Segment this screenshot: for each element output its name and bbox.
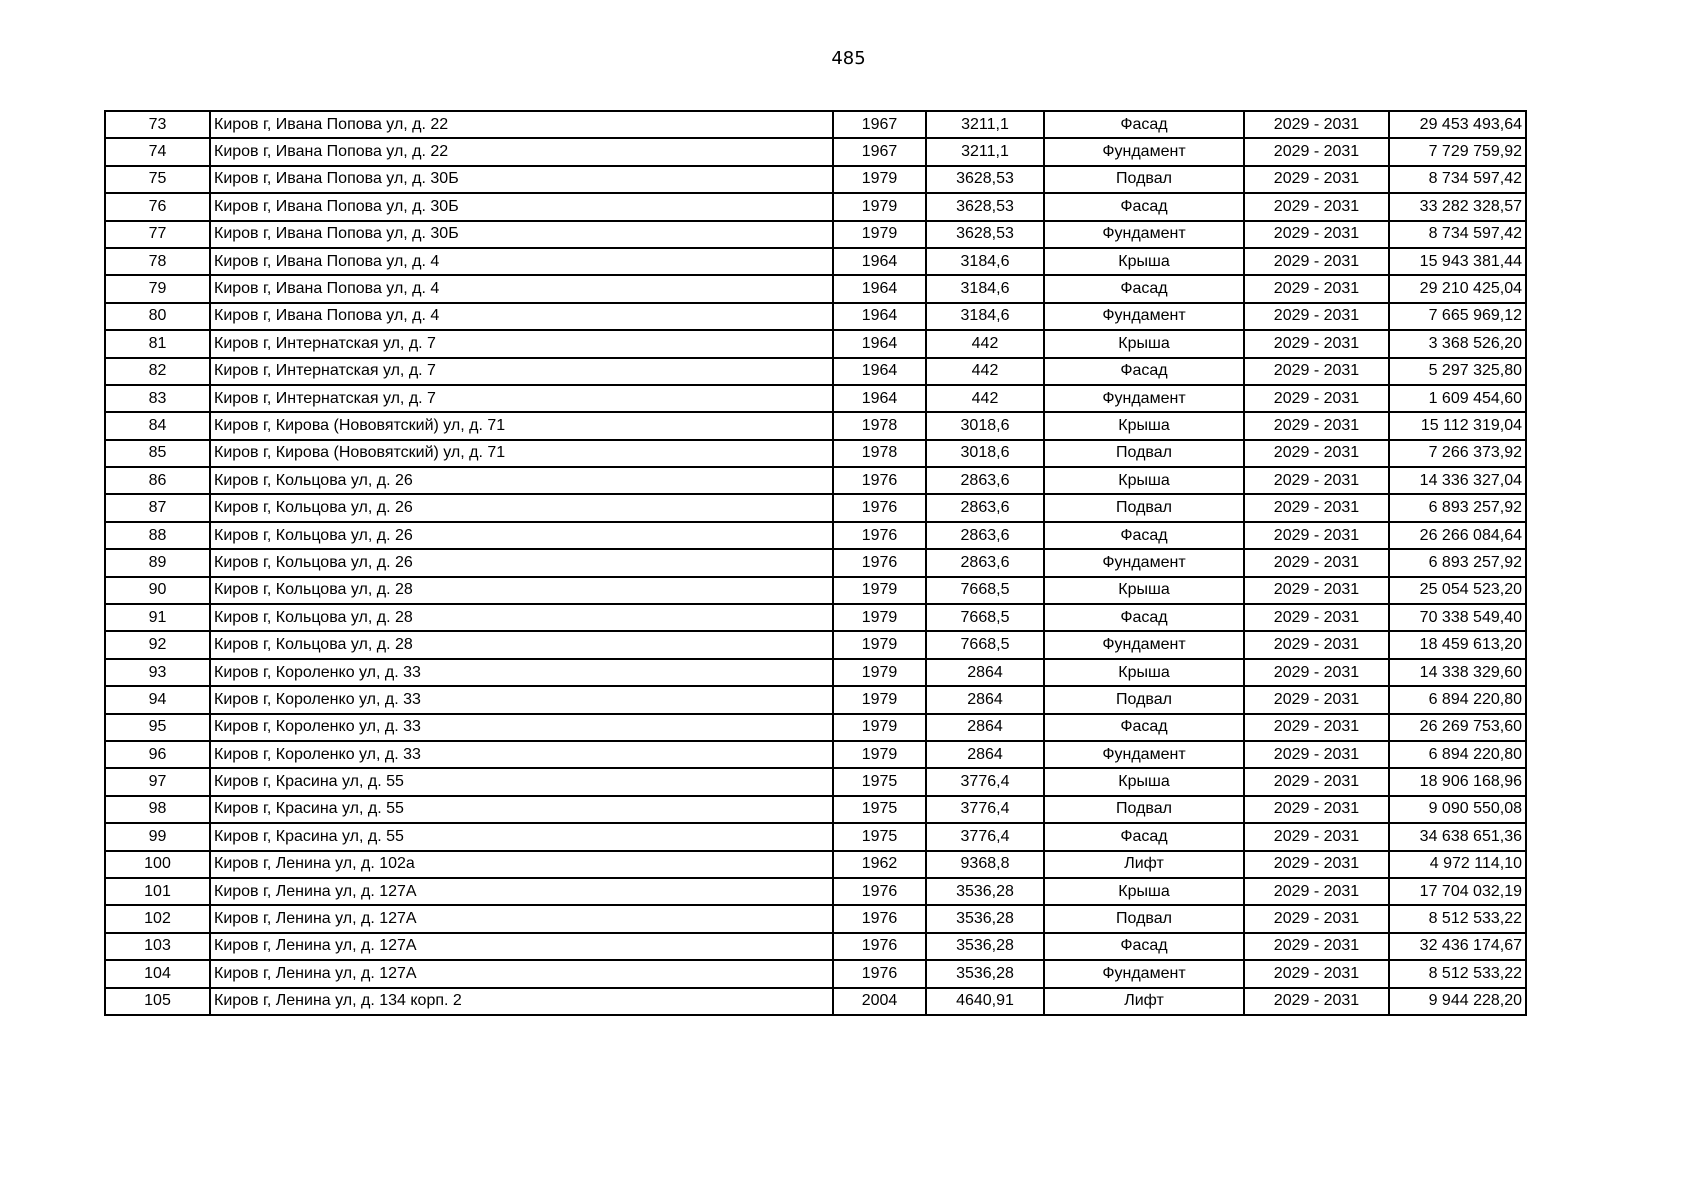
period-cell: 2029 - 2031 bbox=[1244, 412, 1389, 439]
row-number-cell: 96 bbox=[105, 741, 210, 768]
work-type-cell: Крыша bbox=[1044, 768, 1244, 795]
build-year-cell: 1976 bbox=[833, 494, 926, 521]
period-cell: 2029 - 2031 bbox=[1244, 796, 1389, 823]
cost-cell: 6 893 257,92 bbox=[1389, 494, 1526, 521]
row-number-cell: 81 bbox=[105, 330, 210, 357]
address-cell: Киров г, Ивана Попова ул, д. 22 bbox=[210, 138, 833, 165]
period-cell: 2029 - 2031 bbox=[1244, 933, 1389, 960]
cost-cell: 7 729 759,92 bbox=[1389, 138, 1526, 165]
area-cell: 3536,28 bbox=[926, 878, 1044, 905]
area-cell: 3536,28 bbox=[926, 933, 1044, 960]
period-cell: 2029 - 2031 bbox=[1244, 686, 1389, 713]
table-row bbox=[105, 905, 1526, 932]
period-cell: 2029 - 2031 bbox=[1244, 358, 1389, 385]
address-cell: Киров г, Ивана Попова ул, д. 30Б bbox=[210, 166, 833, 193]
address-cell: Киров г, Ивана Попова ул, д. 4 bbox=[210, 248, 833, 275]
area-cell: 3018,6 bbox=[926, 440, 1044, 467]
work-type-cell: Подвал bbox=[1044, 440, 1244, 467]
table-row bbox=[105, 796, 1526, 823]
address-cell: Киров г, Ивана Попова ул, д. 22 bbox=[210, 111, 833, 138]
cost-cell: 18 459 613,20 bbox=[1389, 631, 1526, 658]
area-cell: 3184,6 bbox=[926, 303, 1044, 330]
table-row bbox=[105, 549, 1526, 576]
cost-cell: 6 894 220,80 bbox=[1389, 741, 1526, 768]
period-cell: 2029 - 2031 bbox=[1244, 988, 1389, 1015]
table-row bbox=[105, 303, 1526, 330]
build-year-cell: 1976 bbox=[833, 933, 926, 960]
area-cell: 2864 bbox=[926, 659, 1044, 686]
table-row bbox=[105, 960, 1526, 987]
build-year-cell: 1976 bbox=[833, 905, 926, 932]
period-cell: 2029 - 2031 bbox=[1244, 440, 1389, 467]
work-type-cell: Крыша bbox=[1044, 659, 1244, 686]
period-cell: 2029 - 2031 bbox=[1244, 768, 1389, 795]
cost-cell: 26 266 084,64 bbox=[1389, 522, 1526, 549]
work-type-cell: Фундамент bbox=[1044, 303, 1244, 330]
period-cell: 2029 - 2031 bbox=[1244, 878, 1389, 905]
work-type-cell: Фундамент bbox=[1044, 138, 1244, 165]
table-row bbox=[105, 248, 1526, 275]
cost-cell: 34 638 651,36 bbox=[1389, 823, 1526, 850]
table-row bbox=[105, 768, 1526, 795]
address-cell: Киров г, Ивана Попова ул, д. 30Б bbox=[210, 221, 833, 248]
work-type-cell: Лифт bbox=[1044, 851, 1244, 878]
period-cell: 2029 - 2031 bbox=[1244, 741, 1389, 768]
area-cell: 442 bbox=[926, 358, 1044, 385]
period-cell: 2029 - 2031 bbox=[1244, 221, 1389, 248]
build-year-cell: 1976 bbox=[833, 878, 926, 905]
period-cell: 2029 - 2031 bbox=[1244, 714, 1389, 741]
work-type-cell: Фасад bbox=[1044, 358, 1244, 385]
build-year-cell: 1964 bbox=[833, 385, 926, 412]
table-row bbox=[105, 111, 1526, 138]
period-cell: 2029 - 2031 bbox=[1244, 905, 1389, 932]
work-type-cell: Фасад bbox=[1044, 714, 1244, 741]
cost-cell: 6 893 257,92 bbox=[1389, 549, 1526, 576]
row-number-cell: 102 bbox=[105, 905, 210, 932]
address-cell: Киров г, Ивана Попова ул, д. 30Б bbox=[210, 193, 833, 220]
area-cell: 3536,28 bbox=[926, 960, 1044, 987]
row-number-cell: 103 bbox=[105, 933, 210, 960]
row-number-cell: 77 bbox=[105, 221, 210, 248]
address-cell: Киров г, Ленина ул, д. 134 корп. 2 bbox=[210, 988, 833, 1015]
row-number-cell: 86 bbox=[105, 467, 210, 494]
build-year-cell: 1979 bbox=[833, 659, 926, 686]
table-row bbox=[105, 385, 1526, 412]
build-year-cell: 2004 bbox=[833, 988, 926, 1015]
build-year-cell: 1978 bbox=[833, 440, 926, 467]
build-year-cell: 1975 bbox=[833, 768, 926, 795]
row-number-cell: 85 bbox=[105, 440, 210, 467]
row-number-cell: 79 bbox=[105, 275, 210, 302]
period-cell: 2029 - 2031 bbox=[1244, 193, 1389, 220]
table-row bbox=[105, 851, 1526, 878]
cost-cell: 18 906 168,96 bbox=[1389, 768, 1526, 795]
table-row bbox=[105, 878, 1526, 905]
cost-cell: 8 734 597,42 bbox=[1389, 221, 1526, 248]
area-cell: 4640,91 bbox=[926, 988, 1044, 1015]
work-type-cell: Фасад bbox=[1044, 933, 1244, 960]
work-type-cell: Крыша bbox=[1044, 577, 1244, 604]
build-year-cell: 1964 bbox=[833, 248, 926, 275]
build-year-cell: 1962 bbox=[833, 851, 926, 878]
row-number-cell: 89 bbox=[105, 549, 210, 576]
cost-cell: 70 338 549,40 bbox=[1389, 604, 1526, 631]
period-cell: 2029 - 2031 bbox=[1244, 303, 1389, 330]
work-type-cell: Фундамент bbox=[1044, 960, 1244, 987]
cost-cell: 3 368 526,20 bbox=[1389, 330, 1526, 357]
page-number: 485 bbox=[831, 48, 866, 69]
address-cell: Киров г, Короленко ул, д. 33 bbox=[210, 714, 833, 741]
area-cell: 3211,1 bbox=[926, 111, 1044, 138]
build-year-cell: 1978 bbox=[833, 412, 926, 439]
address-cell: Киров г, Кирова (Нововятский) ул, д. 71 bbox=[210, 412, 833, 439]
table-row bbox=[105, 714, 1526, 741]
period-cell: 2029 - 2031 bbox=[1244, 166, 1389, 193]
build-year-cell: 1976 bbox=[833, 467, 926, 494]
row-number-cell: 101 bbox=[105, 878, 210, 905]
area-cell: 3184,6 bbox=[926, 275, 1044, 302]
cost-cell: 8 734 597,42 bbox=[1389, 166, 1526, 193]
period-cell: 2029 - 2031 bbox=[1244, 494, 1389, 521]
cost-cell: 32 436 174,67 bbox=[1389, 933, 1526, 960]
work-type-cell: Крыша bbox=[1044, 412, 1244, 439]
cost-cell: 9 090 550,08 bbox=[1389, 796, 1526, 823]
work-type-cell: Крыша bbox=[1044, 878, 1244, 905]
work-type-cell: Подвал bbox=[1044, 166, 1244, 193]
cost-cell: 4 972 114,10 bbox=[1389, 851, 1526, 878]
area-cell: 7668,5 bbox=[926, 604, 1044, 631]
period-cell: 2029 - 2031 bbox=[1244, 138, 1389, 165]
row-number-cell: 94 bbox=[105, 686, 210, 713]
row-number-cell: 87 bbox=[105, 494, 210, 521]
build-year-cell: 1976 bbox=[833, 522, 926, 549]
cost-cell: 8 512 533,22 bbox=[1389, 905, 1526, 932]
cost-cell: 15 943 381,44 bbox=[1389, 248, 1526, 275]
area-cell: 2863,6 bbox=[926, 522, 1044, 549]
address-cell: Киров г, Ивана Попова ул, д. 4 bbox=[210, 303, 833, 330]
build-year-cell: 1967 bbox=[833, 111, 926, 138]
address-cell: Киров г, Ленина ул, д. 102а bbox=[210, 851, 833, 878]
row-number-cell: 93 bbox=[105, 659, 210, 686]
address-cell: Киров г, Кольцова ул, д. 26 bbox=[210, 494, 833, 521]
period-cell: 2029 - 2031 bbox=[1244, 111, 1389, 138]
period-cell: 2029 - 2031 bbox=[1244, 659, 1389, 686]
area-cell: 442 bbox=[926, 330, 1044, 357]
period-cell: 2029 - 2031 bbox=[1244, 467, 1389, 494]
area-cell: 3184,6 bbox=[926, 248, 1044, 275]
table-row bbox=[105, 412, 1526, 439]
work-type-cell: Фундамент bbox=[1044, 221, 1244, 248]
area-cell: 2863,6 bbox=[926, 494, 1044, 521]
table-row bbox=[105, 193, 1526, 220]
address-cell: Киров г, Ленина ул, д. 127А bbox=[210, 960, 833, 987]
cost-cell: 8 512 533,22 bbox=[1389, 960, 1526, 987]
table-row bbox=[105, 440, 1526, 467]
area-cell: 7668,5 bbox=[926, 577, 1044, 604]
area-cell: 3776,4 bbox=[926, 796, 1044, 823]
work-type-cell: Крыша bbox=[1044, 330, 1244, 357]
table-row bbox=[105, 467, 1526, 494]
build-year-cell: 1976 bbox=[833, 960, 926, 987]
work-type-cell: Подвал bbox=[1044, 494, 1244, 521]
cost-cell: 25 054 523,20 bbox=[1389, 577, 1526, 604]
address-cell: Киров г, Интернатская ул, д. 7 bbox=[210, 385, 833, 412]
table-row bbox=[105, 577, 1526, 604]
work-type-cell: Фундамент bbox=[1044, 549, 1244, 576]
cost-cell: 14 338 329,60 bbox=[1389, 659, 1526, 686]
table-row bbox=[105, 138, 1526, 165]
build-year-cell: 1964 bbox=[833, 358, 926, 385]
period-cell: 2029 - 2031 bbox=[1244, 604, 1389, 631]
table-row bbox=[105, 330, 1526, 357]
cost-cell: 26 269 753,60 bbox=[1389, 714, 1526, 741]
row-number-cell: 100 bbox=[105, 851, 210, 878]
area-cell: 442 bbox=[926, 385, 1044, 412]
build-year-cell: 1964 bbox=[833, 330, 926, 357]
address-cell: Киров г, Ленина ул, д. 127А bbox=[210, 933, 833, 960]
build-year-cell: 1979 bbox=[833, 166, 926, 193]
work-type-cell: Фасад bbox=[1044, 823, 1244, 850]
address-cell: Киров г, Короленко ул, д. 33 bbox=[210, 741, 833, 768]
address-cell: Киров г, Короленко ул, д. 33 bbox=[210, 659, 833, 686]
period-cell: 2029 - 2031 bbox=[1244, 960, 1389, 987]
row-number-cell: 76 bbox=[105, 193, 210, 220]
period-cell: 2029 - 2031 bbox=[1244, 275, 1389, 302]
work-type-cell: Фундамент bbox=[1044, 631, 1244, 658]
period-cell: 2029 - 2031 bbox=[1244, 522, 1389, 549]
work-type-cell: Фасад bbox=[1044, 522, 1244, 549]
area-cell: 3018,6 bbox=[926, 412, 1044, 439]
area-cell: 3776,4 bbox=[926, 823, 1044, 850]
work-type-cell: Подвал bbox=[1044, 905, 1244, 932]
table-row bbox=[105, 988, 1526, 1015]
address-cell: Киров г, Красина ул, д. 55 bbox=[210, 796, 833, 823]
cost-cell: 14 336 327,04 bbox=[1389, 467, 1526, 494]
build-year-cell: 1979 bbox=[833, 686, 926, 713]
build-year-cell: 1979 bbox=[833, 604, 926, 631]
build-year-cell: 1964 bbox=[833, 303, 926, 330]
table-row bbox=[105, 631, 1526, 658]
period-cell: 2029 - 2031 bbox=[1244, 577, 1389, 604]
table-row bbox=[105, 358, 1526, 385]
work-type-cell: Подвал bbox=[1044, 686, 1244, 713]
address-cell: Киров г, Кольцова ул, д. 26 bbox=[210, 549, 833, 576]
address-cell: Киров г, Короленко ул, д. 33 bbox=[210, 686, 833, 713]
period-cell: 2029 - 2031 bbox=[1244, 631, 1389, 658]
row-number-cell: 99 bbox=[105, 823, 210, 850]
row-number-cell: 74 bbox=[105, 138, 210, 165]
row-number-cell: 84 bbox=[105, 412, 210, 439]
row-number-cell: 73 bbox=[105, 111, 210, 138]
cost-cell: 29 453 493,64 bbox=[1389, 111, 1526, 138]
area-cell: 2863,6 bbox=[926, 467, 1044, 494]
address-cell: Киров г, Ленина ул, д. 127А bbox=[210, 878, 833, 905]
row-number-cell: 95 bbox=[105, 714, 210, 741]
address-cell: Киров г, Ленина ул, д. 127А bbox=[210, 905, 833, 932]
address-cell: Киров г, Интернатская ул, д. 7 bbox=[210, 330, 833, 357]
table-row bbox=[105, 166, 1526, 193]
row-number-cell: 92 bbox=[105, 631, 210, 658]
work-type-cell: Фасад bbox=[1044, 193, 1244, 220]
area-cell: 3776,4 bbox=[926, 768, 1044, 795]
table-row bbox=[105, 275, 1526, 302]
row-number-cell: 78 bbox=[105, 248, 210, 275]
cost-cell: 6 894 220,80 bbox=[1389, 686, 1526, 713]
period-cell: 2029 - 2031 bbox=[1244, 330, 1389, 357]
cost-cell: 17 704 032,19 bbox=[1389, 878, 1526, 905]
address-cell: Киров г, Интернатская ул, д. 7 bbox=[210, 358, 833, 385]
address-cell: Киров г, Красина ул, д. 55 bbox=[210, 823, 833, 850]
cost-cell: 29 210 425,04 bbox=[1389, 275, 1526, 302]
build-year-cell: 1975 bbox=[833, 796, 926, 823]
cost-cell: 7 665 969,12 bbox=[1389, 303, 1526, 330]
area-cell: 2864 bbox=[926, 741, 1044, 768]
build-year-cell: 1979 bbox=[833, 714, 926, 741]
area-cell: 3628,53 bbox=[926, 193, 1044, 220]
work-type-cell: Фасад bbox=[1044, 604, 1244, 631]
repair-registry-table bbox=[104, 110, 1527, 1016]
build-year-cell: 1979 bbox=[833, 221, 926, 248]
address-cell: Киров г, Кольцова ул, д. 26 bbox=[210, 467, 833, 494]
period-cell: 2029 - 2031 bbox=[1244, 248, 1389, 275]
cost-cell: 1 609 454,60 bbox=[1389, 385, 1526, 412]
cost-cell: 9 944 228,20 bbox=[1389, 988, 1526, 1015]
row-number-cell: 80 bbox=[105, 303, 210, 330]
table-row bbox=[105, 933, 1526, 960]
build-year-cell: 1967 bbox=[833, 138, 926, 165]
table-row bbox=[105, 522, 1526, 549]
row-number-cell: 105 bbox=[105, 988, 210, 1015]
address-cell: Киров г, Кольцова ул, д. 26 bbox=[210, 522, 833, 549]
work-type-cell: Подвал bbox=[1044, 796, 1244, 823]
table-row bbox=[105, 823, 1526, 850]
build-year-cell: 1976 bbox=[833, 549, 926, 576]
build-year-cell: 1979 bbox=[833, 577, 926, 604]
table-body bbox=[105, 111, 1526, 1015]
work-type-cell: Фасад bbox=[1044, 111, 1244, 138]
table-row bbox=[105, 494, 1526, 521]
work-type-cell: Лифт bbox=[1044, 988, 1244, 1015]
table-row bbox=[105, 741, 1526, 768]
build-year-cell: 1979 bbox=[833, 741, 926, 768]
area-cell: 3628,53 bbox=[926, 166, 1044, 193]
address-cell: Киров г, Кольцова ул, д. 28 bbox=[210, 577, 833, 604]
row-number-cell: 104 bbox=[105, 960, 210, 987]
area-cell: 2863,6 bbox=[926, 549, 1044, 576]
address-cell: Киров г, Ивана Попова ул, д. 4 bbox=[210, 275, 833, 302]
address-cell: Киров г, Кольцова ул, д. 28 bbox=[210, 631, 833, 658]
row-number-cell: 97 bbox=[105, 768, 210, 795]
table-row bbox=[105, 604, 1526, 631]
work-type-cell: Фундамент bbox=[1044, 385, 1244, 412]
work-type-cell: Крыша bbox=[1044, 248, 1244, 275]
row-number-cell: 88 bbox=[105, 522, 210, 549]
work-type-cell: Фундамент bbox=[1044, 741, 1244, 768]
row-number-cell: 90 bbox=[105, 577, 210, 604]
work-type-cell: Фасад bbox=[1044, 275, 1244, 302]
row-number-cell: 98 bbox=[105, 796, 210, 823]
area-cell: 3628,53 bbox=[926, 221, 1044, 248]
area-cell: 3536,28 bbox=[926, 905, 1044, 932]
row-number-cell: 83 bbox=[105, 385, 210, 412]
build-year-cell: 1979 bbox=[833, 193, 926, 220]
cost-cell: 33 282 328,57 bbox=[1389, 193, 1526, 220]
period-cell: 2029 - 2031 bbox=[1244, 385, 1389, 412]
area-cell: 9368,8 bbox=[926, 851, 1044, 878]
cost-cell: 15 112 319,04 bbox=[1389, 412, 1526, 439]
area-cell: 2864 bbox=[926, 686, 1044, 713]
table-row bbox=[105, 221, 1526, 248]
build-year-cell: 1979 bbox=[833, 631, 926, 658]
work-type-cell: Крыша bbox=[1044, 467, 1244, 494]
table-row bbox=[105, 659, 1526, 686]
area-cell: 7668,5 bbox=[926, 631, 1044, 658]
address-cell: Киров г, Кирова (Нововятский) ул, д. 71 bbox=[210, 440, 833, 467]
area-cell: 2864 bbox=[926, 714, 1044, 741]
table-row bbox=[105, 686, 1526, 713]
build-year-cell: 1975 bbox=[833, 823, 926, 850]
cost-cell: 5 297 325,80 bbox=[1389, 358, 1526, 385]
row-number-cell: 91 bbox=[105, 604, 210, 631]
address-cell: Киров г, Кольцова ул, д. 28 bbox=[210, 604, 833, 631]
build-year-cell: 1964 bbox=[833, 275, 926, 302]
cost-cell: 7 266 373,92 bbox=[1389, 440, 1526, 467]
period-cell: 2029 - 2031 bbox=[1244, 823, 1389, 850]
period-cell: 2029 - 2031 bbox=[1244, 549, 1389, 576]
address-cell: Киров г, Красина ул, д. 55 bbox=[210, 768, 833, 795]
area-cell: 3211,1 bbox=[926, 138, 1044, 165]
row-number-cell: 82 bbox=[105, 358, 210, 385]
period-cell: 2029 - 2031 bbox=[1244, 851, 1389, 878]
row-number-cell: 75 bbox=[105, 166, 210, 193]
